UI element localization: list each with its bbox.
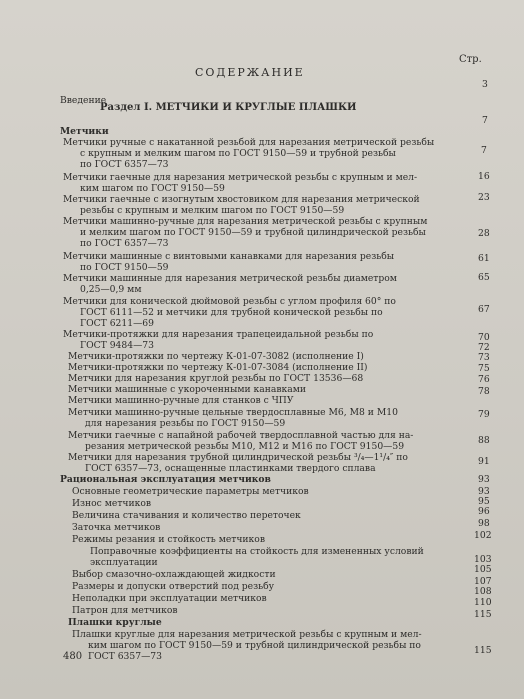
- toc-page: 115: [474, 609, 492, 620]
- toc-page: 61: [478, 253, 490, 264]
- toc-entry: Метчики машинно-ручные для станков с ЧПУ: [68, 395, 294, 406]
- toc-entry: Метчики-протяжки для нарезания трапецеидальной резьбы по: [63, 329, 374, 340]
- toc-page: 98: [478, 518, 490, 529]
- toc-entry: Метчики машинно-ручные цельные твердосплавные М6, М8 и М10: [68, 407, 398, 418]
- toc-page: 105: [474, 564, 492, 575]
- toc-entry: по ГОСТ 9150—59: [80, 262, 169, 273]
- toc-entry: Режимы резания и стойкость метчиков: [72, 534, 266, 545]
- toc-entry: ГОСТ 6357—73, оснащенные пластинками твердого сплава: [85, 463, 376, 474]
- toc-entry: Метчики гаечные с изогнутым хвостовиком для нарезания метрической: [63, 194, 420, 205]
- toc-entry: Метчики-протяжки по чертежу К-01-07-3084 (исполнение II): [68, 362, 368, 373]
- toc-entry: Метчики-протяжки по чертежу К-01-07-3082 (исполнение I): [68, 351, 364, 362]
- toc-page: 108: [474, 586, 492, 597]
- toc-page: 93: [478, 486, 490, 497]
- toc-entry: Размеры и допуски отверстий под резьбу: [72, 581, 275, 592]
- toc-page: 107: [474, 576, 492, 587]
- page-title: СОДЕРЖАНИЕ: [195, 66, 305, 79]
- toc-entry: с крупным и мелким шагом по ГОСТ 9150—59 и трубной резьбы: [80, 148, 396, 159]
- toc-entry: и мелким шагом по ГОСТ 9150—59 и трубной цилиндрической резьбы: [80, 227, 426, 238]
- toc-entry: Заточка метчиков: [72, 522, 161, 533]
- toc-entry: эксплуатации: [90, 557, 158, 568]
- toc-entry: ГОСТ 6211—69: [80, 318, 154, 329]
- toc-entry: Плашки круглые для нарезания метрической резьбы с крупным и мел-: [72, 629, 422, 640]
- toc-entry: Метчики ручные с накатанной резьбой для нарезания метрической резьбы: [63, 137, 435, 148]
- toc-page: 110: [474, 597, 492, 608]
- toc-page: 91: [478, 456, 490, 467]
- toc-entry: Метчики машинные с укороченными канавками: [68, 384, 307, 395]
- toc-entry: Метчики машинные для нарезания метрической резьбы диаметром: [63, 273, 397, 284]
- toc-page: 88: [478, 435, 490, 446]
- toc-page: 96: [478, 506, 490, 517]
- toc-page: 73: [478, 352, 490, 363]
- toc-entry: Метчики машинно-ручные для нарезания метрической резьбы с крупным: [63, 216, 428, 227]
- toc-entry: Метчики гаечные для нарезания метрической резьбы с крупным и мел-: [63, 172, 418, 183]
- toc-page: 65: [478, 272, 490, 283]
- toc-entry: по ГОСТ 6357—73: [80, 238, 169, 249]
- toc-section-heading: Раздел I. МЕТЧИКИ И КРУГЛЫЕ ПЛАШКИ: [100, 102, 357, 113]
- toc-page: 115: [474, 645, 492, 656]
- toc-page: 72: [478, 342, 490, 353]
- toc-page: 75: [478, 363, 490, 374]
- toc-page: 103: [474, 554, 492, 565]
- toc-entry: резьбы с крупным и мелким шагом по ГОСТ 9150—59: [80, 205, 345, 216]
- toc-subsection-heading: Метчики: [60, 126, 109, 137]
- toc-entry: Метчики гаечные с напайной рабочей твердосплавной частью для на-: [68, 430, 414, 441]
- page-number: 480: [63, 651, 83, 662]
- toc-subsection-heading: Рациональная эксплуатация метчиков: [60, 474, 271, 485]
- toc-page: 3: [482, 79, 488, 90]
- toc-page: 7: [481, 145, 487, 156]
- toc-entry: Патрон для метчиков: [72, 605, 178, 616]
- toc-entry-introduction: Введение: [60, 95, 107, 106]
- toc-entry: ГОСТ 6111—52 и метчики для трубной конической резьбы по: [80, 307, 383, 318]
- toc-entry: Основные геометрические параметры метчиков: [72, 486, 309, 497]
- toc-entry: Выбор смазочно-охлаждающей жидкости: [72, 569, 276, 580]
- toc-entry: 0,25—0,9 мм: [80, 284, 142, 295]
- toc-page: 16: [478, 171, 490, 182]
- toc-entry: ГОСТ 9484—73: [80, 340, 154, 351]
- toc-page: 7: [482, 115, 488, 126]
- toc-subsection-heading: Плашки круглые: [68, 617, 162, 628]
- toc-page: 23: [478, 192, 490, 203]
- toc-entry: Метчики для нарезания трубной цилиндрической резьбы ³/₄—1¹/₄″ по: [68, 452, 408, 463]
- toc-entry: Поправочные коэффициенты на стойкость для измененных условий: [90, 546, 424, 557]
- toc-entry: Износ метчиков: [72, 498, 152, 509]
- toc-entry: Неполадки при эксплуатации метчиков: [72, 593, 267, 604]
- toc-entry: Метчики для конической дюймовой резьбы с углом профиля 60° по: [63, 296, 396, 307]
- toc-page: 78: [478, 386, 490, 397]
- toc-entry: ким шагом по ГОСТ 9150—59: [80, 183, 225, 194]
- toc-page: 28: [478, 228, 490, 239]
- toc-entry: ГОСТ 6357—73: [88, 651, 162, 662]
- toc-page: 95: [478, 496, 490, 507]
- toc-page: 102: [474, 530, 492, 541]
- toc-entry: по ГОСТ 6357—73: [80, 159, 169, 170]
- toc-page: 76: [478, 374, 490, 385]
- toc-page: 67: [478, 304, 490, 315]
- toc-entry: ким шагом по ГОСТ 9150—59 и трубной цилиндрической резьбы по: [88, 640, 421, 651]
- toc-entry: для нарезания резьбы по ГОСТ 9150—59: [85, 418, 286, 429]
- toc-entry: резания метрической резьбы М10, М12 и М16 по ГОСТ 9150—59: [85, 441, 405, 452]
- toc-page: 93: [478, 474, 490, 485]
- toc-entry: Величина стачивания и количество переточек: [72, 510, 301, 521]
- page-column-header: Стр.: [459, 54, 482, 65]
- toc-entry: Метчики машинные с винтовыми канавками для нарезания резьбы: [63, 251, 395, 262]
- toc-entry: Метчики для нарезания круглой резьбы по ГОСТ 13536—68: [68, 373, 364, 384]
- toc-page: 70: [478, 332, 490, 343]
- toc-page: 79: [478, 409, 490, 420]
